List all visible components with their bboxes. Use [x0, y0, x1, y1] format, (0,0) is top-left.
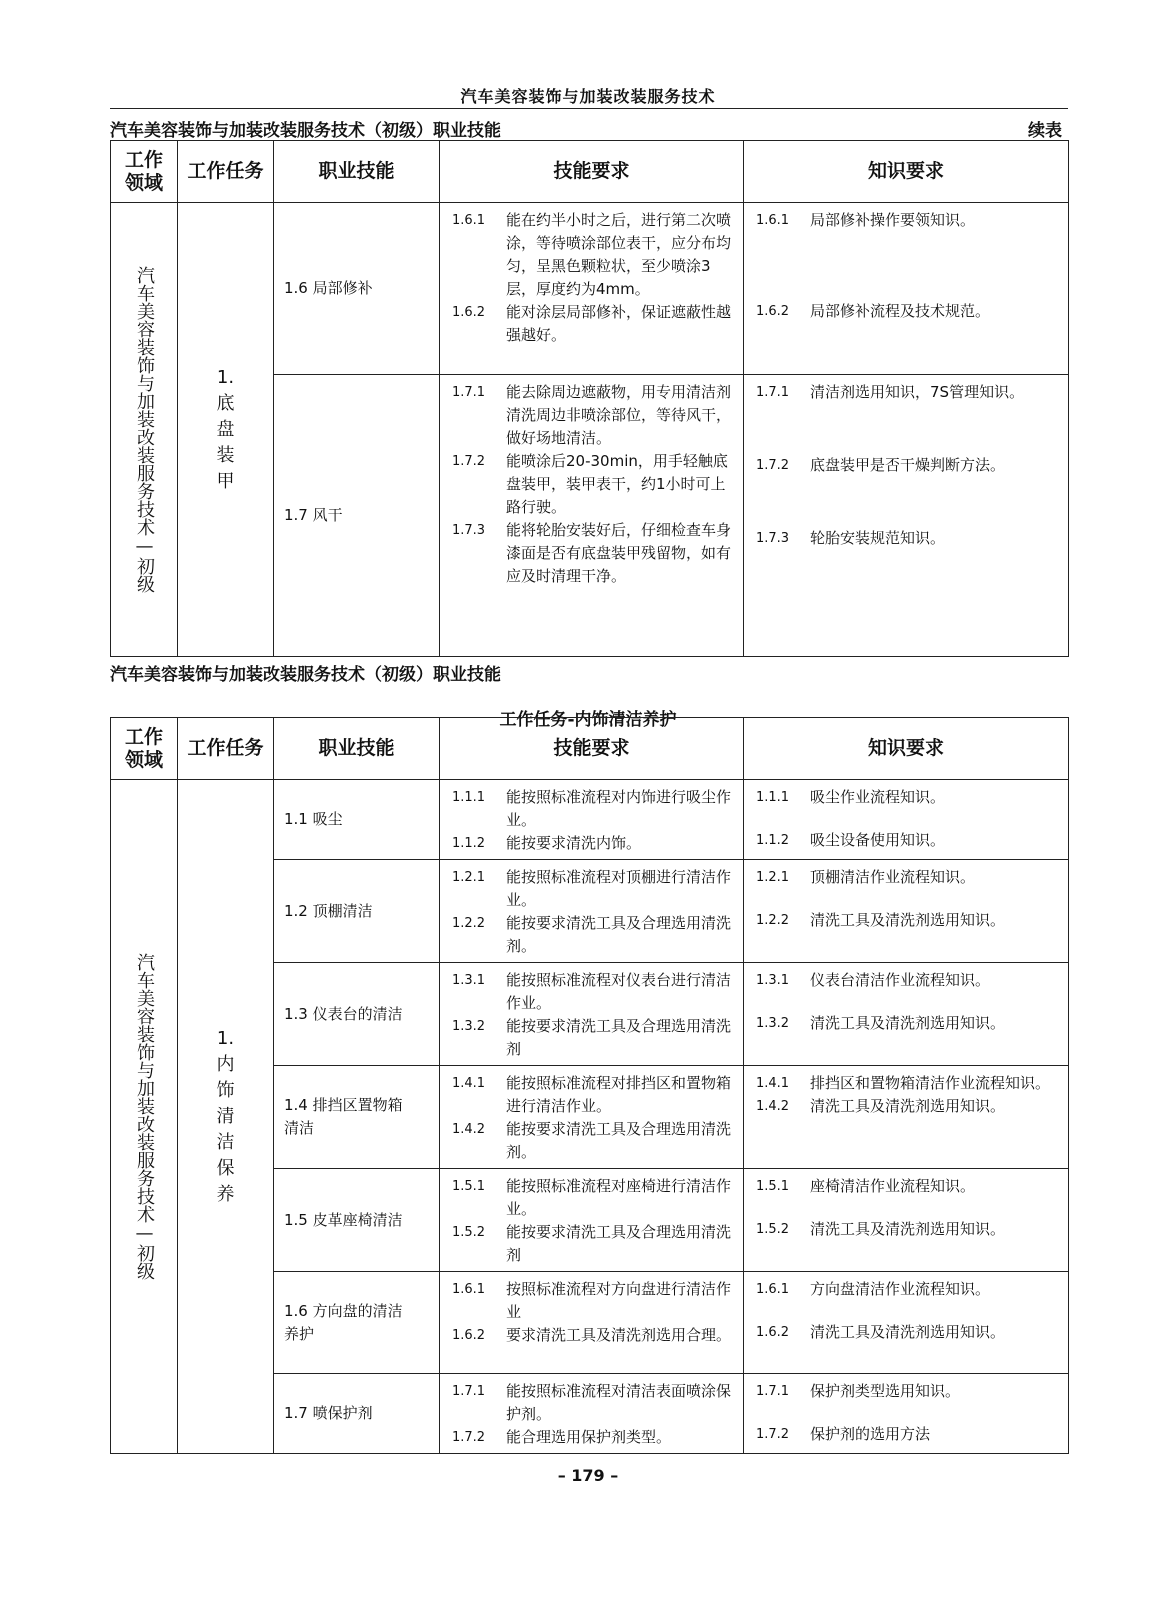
knowledge-requirement-item [756, 300, 1060, 323]
item-number: 1.6.2 [756, 1325, 790, 1340]
skill-requirement-item [452, 1015, 735, 1061]
knowledge-requirement-item [756, 866, 1060, 889]
domain-text: 汽车美容装饰与加装改装服务技术—初级 [134, 953, 155, 1280]
item-number: 1.7.1 [452, 385, 486, 400]
knowledge-requirement-item [756, 969, 1060, 992]
item-number: 1.1.2 [756, 833, 790, 848]
item-number: 1.3.1 [756, 973, 790, 988]
skill-requirement-item [452, 1278, 735, 1324]
item-number: 1.2.2 [756, 913, 790, 928]
item-number: 1.6.2 [452, 1328, 486, 1343]
skill-requirement-item [452, 1426, 735, 1449]
item-text: 清洗工具及清洗剂选用知识。 [810, 1323, 1006, 1341]
item-text: 座椅清洁作业流程知识。 [810, 1177, 976, 1195]
item-text: 清洁剂选用知识，7S管理知识。 [810, 383, 1025, 401]
item-text: 吸尘作业流程知识。 [810, 788, 946, 806]
skill-cell: 1.6 局部修补 [274, 203, 440, 375]
section2-title: 汽车美容装饰与加装改装服务技术（初级）职业技能 [110, 665, 501, 685]
skill-requirement-item [452, 1221, 735, 1267]
knowledge-requirement-item [756, 1095, 1060, 1118]
domain-cell [111, 203, 178, 657]
item-number: 1.5.2 [452, 1225, 486, 1240]
header-skill-requirement: 技能要求 [440, 141, 744, 203]
item-text: 方向盘清洁作业流程知识。 [810, 1280, 991, 1298]
skill-requirement-item [452, 1380, 735, 1426]
knowledge-requirement-item [756, 829, 1060, 852]
item-text: 能按要求清洗工具及合理选用清洗剂 [506, 1017, 732, 1058]
item-number: 1.5.1 [452, 1179, 486, 1194]
item-number: 1.2.1 [756, 870, 790, 885]
item-number: 1.4.2 [756, 1099, 790, 1114]
knowledge-requirement-item [756, 454, 1060, 477]
skill-requirement-item [452, 381, 735, 450]
knowledge-requirement-cell [744, 1066, 1069, 1169]
item-number: 1.7.2 [452, 454, 486, 469]
skill-requirement-item [452, 912, 735, 958]
item-text: 能按照标准流程对内饰进行吸尘作业。 [506, 788, 732, 829]
item-text: 局部修补流程及技术规范。 [810, 302, 991, 320]
item-text: 能去除周边遮蔽物，用专用清洁剂清洗周边非喷涂部位，等待风干，做好场地清洁。 [506, 383, 732, 447]
item-number: 1.7.3 [756, 531, 790, 546]
header-skill: 职业技能 [274, 718, 440, 780]
item-text: 能按照标准流程对仪表台进行清洁作业。 [506, 971, 732, 1012]
skill-requirement-cell [440, 1374, 744, 1454]
skill-requirement-cell [440, 780, 744, 860]
skill-requirement-cell [440, 1169, 744, 1272]
skill-cell: 1.6 方向盘的清洁养护 [274, 1272, 440, 1374]
item-number: 1.7.2 [756, 458, 790, 473]
domain-cell [111, 780, 178, 1454]
item-text: 能喷涂后20-30min，用手轻触底盘装甲，装甲表干，约1小时可上路行驶。 [506, 452, 728, 516]
knowledge-requirement-cell [744, 375, 1069, 657]
knowledge-requirement-cell [744, 780, 1069, 860]
section2-subtitle: 工作任务-内饰清洁养护 [499, 710, 677, 730]
item-text: 要求清洗工具及清洗剂选用合理。 [506, 1326, 732, 1344]
item-text: 排挡区和置物箱清洁作业流程知识。 [810, 1074, 1051, 1092]
section1-title [110, 116, 1068, 141]
header-task: 工作任务 [178, 718, 274, 780]
skill-requirement-item [452, 1118, 735, 1164]
spacer [756, 1198, 1060, 1218]
spacer [756, 1301, 1060, 1321]
task-cell [178, 780, 274, 1454]
item-number: 1.6.1 [756, 1282, 790, 1297]
item-number: 1.5.1 [756, 1179, 790, 1194]
skill-requirement-cell [440, 1272, 744, 1374]
spacer [756, 232, 1060, 300]
knowledge-requirement-item [756, 381, 1060, 404]
skill-requirement-item [452, 1175, 735, 1221]
knowledge-requirement-item [756, 527, 1060, 550]
item-text: 保护剂的选用方法 [810, 1425, 931, 1443]
item-text: 底盘装甲是否干燥判断方法。 [810, 456, 1006, 474]
item-number: 1.1.1 [452, 790, 486, 805]
item-text: 顶棚清洁作业流程知识。 [810, 868, 976, 886]
item-number: 1.7.3 [452, 523, 486, 538]
item-number: 1.6.2 [452, 305, 486, 320]
item-number: 1.2.2 [452, 916, 486, 931]
item-number: 1.3.2 [452, 1019, 486, 1034]
item-text: 保护剂类型选用知识。 [810, 1382, 961, 1400]
header-domain: 工作 领域 [111, 141, 178, 203]
skill-cell: 1.7 风干 [274, 375, 440, 657]
knowledge-requirement-item [756, 1423, 1060, 1446]
item-number: 1.6.2 [756, 304, 790, 319]
spacer [756, 992, 1060, 1012]
item-text: 能按照标准流程对排挡区和置物箱进行清洁作业。 [506, 1074, 732, 1115]
item-text: 清洗工具及清洗剂选用知识。 [810, 1097, 1006, 1115]
knowledge-requirement-item [756, 1012, 1060, 1035]
item-number: 1.3.2 [756, 1016, 790, 1031]
item-number: 1.6.1 [452, 213, 486, 228]
section1-title-text: 汽车美容装饰与加装改装服务技术（初级）职业技能 [110, 121, 501, 141]
item-number: 1.4.1 [756, 1076, 790, 1091]
knowledge-requirement-item [756, 909, 1060, 932]
knowledge-requirement-item [756, 1278, 1060, 1301]
knowledge-requirement-item [756, 1380, 1060, 1403]
knowledge-requirement-cell [744, 1169, 1069, 1272]
item-text: 能在约半小时之后，进行第二次喷涂，等待喷涂部位表干，应分布均匀，呈黑色颗粒状，至少喷涂3层，厚度约为4mm。 [506, 211, 732, 298]
skill-requirement-item [452, 969, 735, 1015]
knowledge-requirement-cell [744, 963, 1069, 1066]
spacer [756, 809, 1060, 829]
knowledge-requirement-item [756, 786, 1060, 809]
spacer [756, 477, 1060, 527]
skill-cell: 1.2 顶棚清洁 [274, 860, 440, 963]
item-text: 能按要求清洗内饰。 [506, 834, 642, 852]
header-skill-requirement: 技能要求 [440, 718, 744, 780]
item-number: 1.1.1 [756, 790, 790, 805]
task-text: 1. 底盘装甲 [216, 366, 235, 492]
skill-requirement-item [452, 209, 735, 301]
skill-requirement-item [452, 786, 735, 832]
spacer [756, 889, 1060, 909]
knowledge-requirement-item [756, 209, 1060, 232]
item-number: 1.7.1 [756, 1384, 790, 1399]
item-number: 1.1.2 [452, 836, 486, 851]
skill-requirement-cell [440, 375, 744, 657]
item-number: 1.4.2 [452, 1122, 486, 1137]
knowledge-requirement-item [756, 1175, 1060, 1198]
knowledge-requirement-item [756, 1321, 1060, 1344]
item-text: 清洗工具及清洗剂选用知识。 [810, 1014, 1006, 1032]
skill-requirement-item [452, 832, 735, 855]
item-number: 1.5.2 [756, 1222, 790, 1237]
skill-requirement-cell [440, 860, 744, 963]
skill-cell: 1.1 吸尘 [274, 780, 440, 860]
item-number: 1.6.1 [756, 213, 790, 228]
knowledge-requirement-item [756, 1218, 1060, 1241]
skill-requirement-cell [440, 1066, 744, 1169]
knowledge-requirement-cell [744, 860, 1069, 963]
knowledge-requirement-item [756, 1072, 1060, 1095]
item-number: 1.7.2 [452, 1430, 486, 1445]
item-number: 1.4.1 [452, 1076, 486, 1091]
item-text: 清洗工具及清洗剂选用知识。 [810, 911, 1006, 929]
table-row [111, 203, 1069, 375]
item-number: 1.7.2 [756, 1427, 790, 1442]
header-skill: 职业技能 [274, 141, 440, 203]
skill-cell: 1.4 排挡区置物箱清洁 [274, 1066, 440, 1169]
skills-table-2 [110, 717, 1069, 1454]
item-text: 轮胎安装规范知识。 [810, 529, 946, 547]
header-domain: 工作 领域 [111, 718, 178, 780]
skill-requirement-item [452, 519, 735, 588]
skill-cell: 1.7 喷保护剂 [274, 1374, 440, 1454]
running-head: 汽车美容装饰与加装改装服务技术 [460, 87, 716, 106]
item-text: 吸尘设备使用知识。 [810, 831, 946, 849]
header-task: 工作任务 [178, 141, 274, 203]
continued-label: 续表 [1028, 121, 1062, 141]
item-text: 能按照标准流程对顶棚进行清洁作业。 [506, 868, 732, 909]
item-text: 能合理选用保护剂类型。 [506, 1428, 672, 1446]
item-number: 1.3.1 [452, 973, 486, 988]
knowledge-requirement-cell [744, 203, 1069, 375]
item-text: 局部修补操作要领知识。 [810, 211, 976, 229]
item-text: 能将轮胎安装好后，仔细检查车身漆面是否有底盘装甲残留物，如有应及时清理干净。 [506, 521, 732, 585]
item-text: 能按照标准流程对清洁表面喷涂保护剂。 [506, 1382, 732, 1423]
header-rule [110, 108, 1068, 109]
item-text: 能按要求清洗工具及合理选用清洗剂 [506, 1223, 732, 1264]
skill-requirement-item [452, 301, 735, 347]
item-number: 1.7.1 [756, 385, 790, 400]
page-number: – 179 – [557, 1466, 619, 1485]
item-text: 能按照标准流程对座椅进行清洁作业。 [506, 1177, 732, 1218]
item-text: 能按要求清洗工具及合理选用清洗剂。 [506, 1120, 732, 1161]
header-knowledge-requirement: 知识要求 [744, 141, 1069, 203]
item-text: 能对涂层局部修补，保证遮蔽性越强越好。 [506, 303, 732, 344]
knowledge-requirement-cell [744, 1374, 1069, 1454]
skill-cell: 1.3 仪表台的清洁 [274, 963, 440, 1066]
task-text: 1. 内饰清洁保养 [216, 1027, 235, 1205]
item-number: 1.2.1 [452, 870, 486, 885]
item-number: 1.7.1 [452, 1384, 486, 1399]
skill-requirement-item [452, 866, 735, 912]
item-text: 仪表台清洁作业流程知识。 [810, 971, 991, 989]
skill-cell: 1.5 皮革座椅清洁 [274, 1169, 440, 1272]
item-number: 1.6.1 [452, 1282, 486, 1297]
item-text: 清洗工具及清洗剂选用知识。 [810, 1220, 1006, 1238]
domain-text: 汽车美容装饰与加装改装服务技术—初级 [134, 266, 155, 593]
item-text: 能按要求清洗工具及合理选用清洗剂。 [506, 914, 732, 955]
item-text: 按照标准流程对方向盘进行清洁作业 [506, 1280, 732, 1321]
skills-table-1 [110, 140, 1069, 657]
spacer [756, 404, 1060, 454]
skill-requirement-item [452, 1072, 735, 1118]
skill-requirement-item [452, 1324, 735, 1347]
header-knowledge-requirement: 知识要求 [744, 718, 1069, 780]
knowledge-requirement-cell [744, 1272, 1069, 1374]
spacer [756, 1403, 1060, 1423]
skill-requirement-item [452, 450, 735, 519]
task-cell [178, 203, 274, 657]
skill-requirement-cell [440, 963, 744, 1066]
skill-requirement-cell [440, 203, 744, 375]
table-row [111, 780, 1069, 860]
